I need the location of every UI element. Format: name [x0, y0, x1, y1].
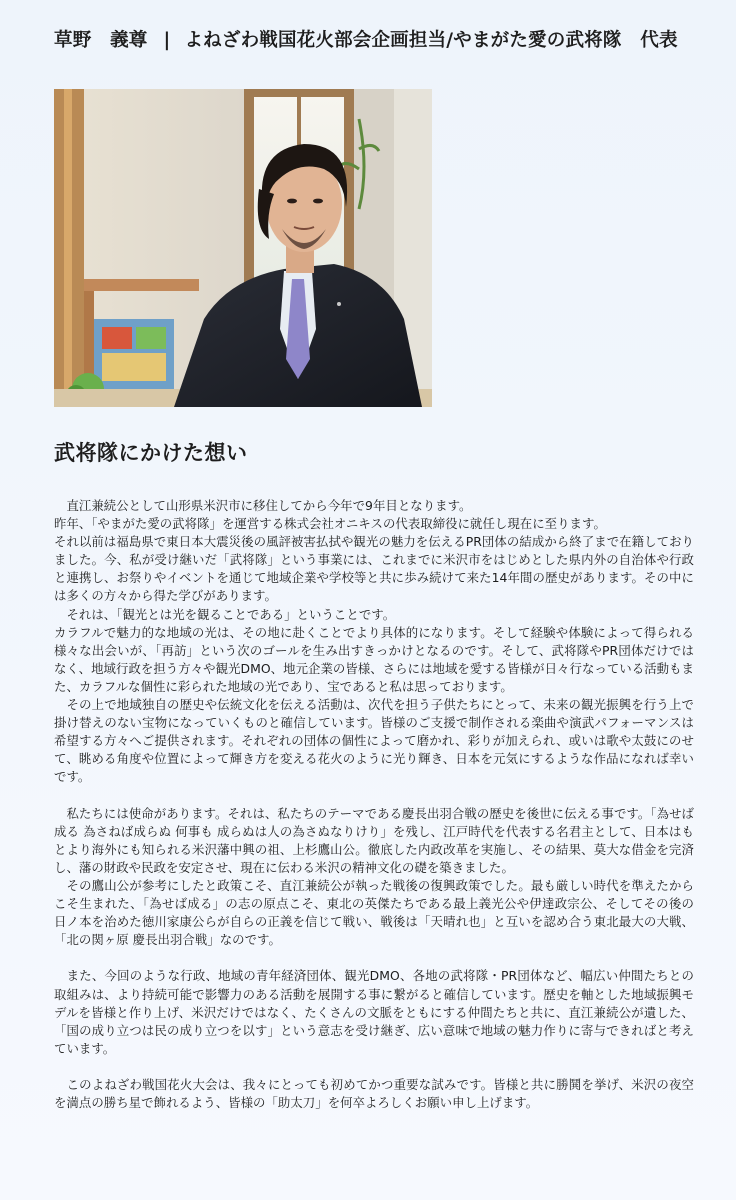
paragraph: カラフルで魅力的な地域の光は、その地に赴くことでより具体的になります。そして経験や体験によって得られる様々な出会いが、「再訪」という次のゴールを生み出すきっかけとなるのです。そして、武将隊やPR団体だけではなく、地域行政を担う方々や観光DMO、地元企業の皆様、さらには地域を愛する皆様が日々行なっている活動もまた、カラフルな個性に彩られた地域の光であり、宝であると私は思っております。 [54, 624, 694, 694]
paragraph: 直江兼続公として山形県米沢市に移住してから今年で9年目となります。 [54, 498, 472, 513]
paragraph-gap [54, 949, 694, 967]
paragraph: また、今回のような行政、地域の青年経済団体、観光DMO、各地の武将隊・PR団体など、幅広い仲間たちとの取組みは、より持続可能で影響力のある活動を展開する事に繋がると確信しています。歴史を軸とした地域振興モデルを皆様と作り上げ、米沢だけではなく、たくさんの文脈をともにする仲間たちと共に、直江兼続公が遺した、「国の成り立つは民の成り立つを以す」という意志を受け継ぎ、広い意味で地域の魅力作りに寄与できればと考えています。 [54, 968, 694, 1056]
page-header [54, 26, 724, 52]
author-role: よねざわ戦国花火部会企画担当/やまがた愛の武将隊 代表 [184, 30, 678, 51]
paragraph: 昨年、「やまがた愛の武将隊」を運営する株式会社オニキスの代表取締役に就任し現在に至ります。 [54, 516, 606, 532]
paragraph: このよねざわ戦国花火大会は、我々にとっても初めてかつ重要な試みです。皆様と共に勝鬨を挙げ、米沢の夜空を満点の勝ち星で飾れるよう、皆様の「助太刀」を何卒よろしくお願い申し上げます。 [54, 1077, 694, 1111]
message-body [54, 497, 694, 1112]
paragraph-gap [54, 1058, 694, 1076]
portrait-photo [54, 89, 432, 407]
author-name: 草野 義尊 [54, 30, 148, 51]
paragraph-gap [54, 787, 694, 805]
paragraph: その上で地域独自の歴史や伝統文化を伝える活動は、次代を担う子供たちにとって、未来の観光振興を行う上で掛け替えのない宝物になっていくものと確信しています。皆様のご支援で制作される楽曲や演武パフォーマンスは希望する方々へご提供されます。それぞれの団体の個性によって磨かれ、彩りが加えられ、或いは歌や太鼓にのせて、眺める角度や位置によって輝き方を変える花火のように光り輝き、日本を元気にするような作品になれば幸いです。 [54, 697, 694, 785]
paragraph: 私たちには使命があります。それは、私たちのテーマである慶長出羽合戦の歴史を後世に伝える事です。「為せば成る 為さねば成らぬ 何事も 成らぬは人の為さぬなりけり」を残し、江戸時代を代表する名君主として、日本はもとより海外にも知られる米沢藩中興の祖、上杉鷹山公。徹底した内政改革を実施し、その結果、莫大な借金を完済し、藩の財政や民政を安定させ、現在に伝わる米沢の精神文化の礎を築きました。 [54, 805, 694, 875]
header-separator: | [163, 30, 171, 51]
paragraph: その鷹山公が参考にしたと政策こそ、直江兼続公が執った戦後の復興政策でした。最も厳しい時代を準えたからこそ生まれた、「為せば成る」の志の原点こそ、東北の英傑たちである最上義光公や伊達政宗公、そしてその後の日ノ本を治めた徳川家康公らが自らの正義を信じて戦い、戦後は「天晴れ也」と互いを認め合う東北最大の大戦、「北の関ヶ原 慶長出羽合戦」なのです。 [54, 877, 694, 948]
paragraph: それ以前は福島県で東日本大震災後の風評被害払拭や観光の魅力を伝えるPR団体の結成から終了まで在籍しておりました。今、私が受け継いだ「武将隊」という事業には、これまでに米沢市をはじめとした県内外の自治体や行政と連携し、お祭りやイベントを通じて地域企業や学校等と共に歩み続けて来た14年間の歴史があります。その中には多くの方々から得た学びがあります。 [54, 534, 694, 604]
section-title: 武将隊にかけた想い [54, 441, 248, 465]
paragraph: それは、「観光とは光を観ることである」ということです。 [54, 606, 396, 622]
